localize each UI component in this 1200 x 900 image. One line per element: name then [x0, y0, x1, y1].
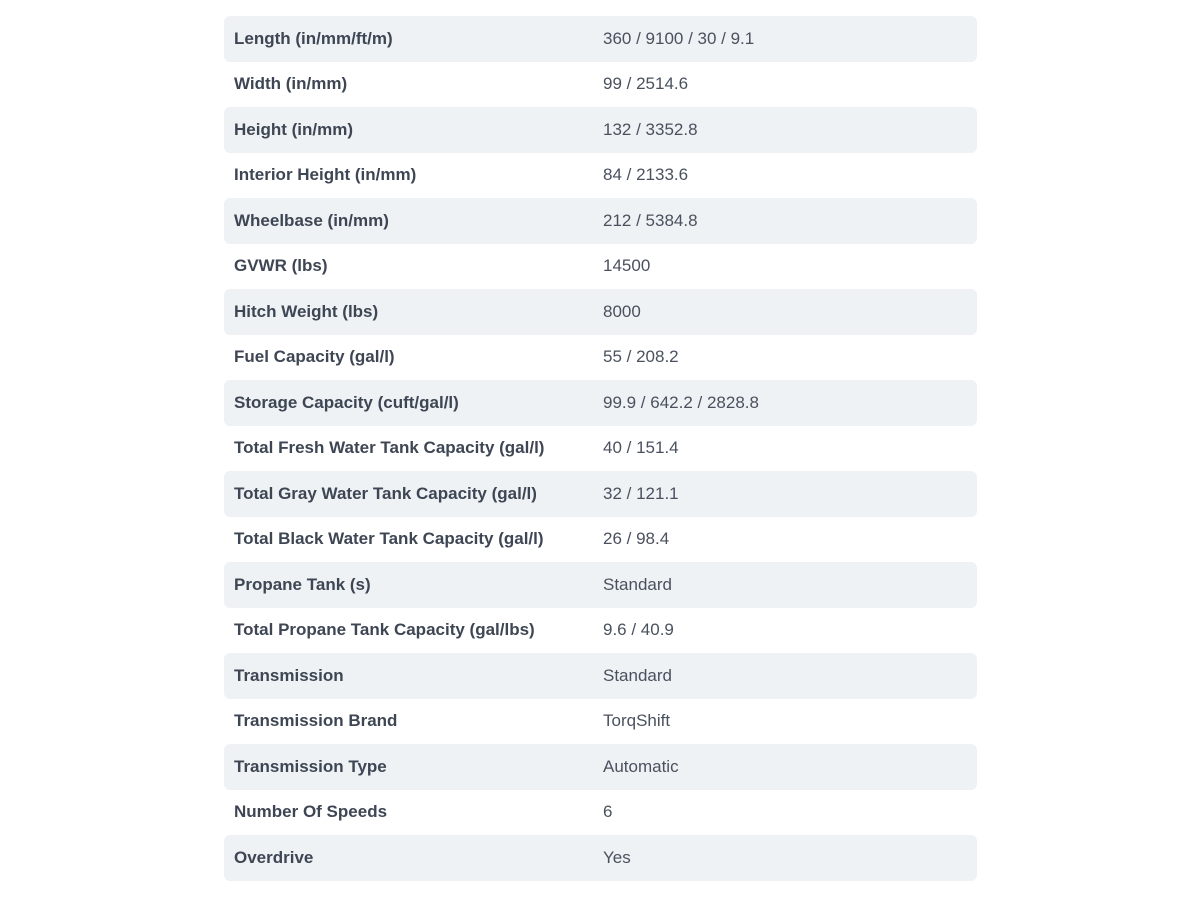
spec-label: Total Propane Tank Capacity (gal/lbs)	[234, 620, 535, 640]
spec-label: Wheelbase (in/mm)	[234, 210, 389, 230]
spec-row-wheelbase	[224, 198, 977, 244]
spec-value: 26 / 98.4	[603, 529, 670, 549]
spec-label: Fuel Capacity (gal/l)	[234, 347, 395, 367]
spec-value: 55 / 208.2	[603, 347, 679, 367]
spec-label: Transmission	[234, 665, 344, 685]
spec-value: Standard	[603, 574, 672, 594]
spec-label: GVWR (lbs)	[234, 256, 328, 276]
spec-label: Propane Tank (s)	[234, 574, 371, 594]
spec-row-transmission-type	[224, 744, 977, 790]
spec-row-width	[224, 62, 977, 108]
spec-label: Width (in/mm)	[234, 74, 348, 94]
spec-value: 40 / 151.4	[603, 438, 679, 458]
spec-value: 14500	[603, 256, 651, 276]
spec-value: 99.9 / 642.2 / 2828.8	[603, 392, 759, 412]
spec-row-overdrive	[224, 835, 977, 881]
spec-value: 9.6 / 40.9	[603, 620, 674, 640]
spec-row-number-of-speeds	[224, 790, 977, 836]
spec-row-fresh-water-tank	[224, 426, 977, 472]
spec-label: Transmission Type	[234, 756, 387, 776]
spec-value: 212 / 5384.8	[603, 210, 698, 230]
spec-row-storage-capacity	[224, 380, 977, 426]
spec-label: Storage Capacity (cuft/gal/l)	[234, 392, 459, 412]
spec-value: 8000	[603, 301, 641, 321]
spec-label: Hitch Weight (lbs)	[234, 301, 379, 321]
spec-row-propane-tanks	[224, 562, 977, 608]
spec-label: Length (in/mm/ft/m)	[234, 28, 393, 48]
spec-value: 6	[603, 802, 613, 822]
spec-row-transmission-brand	[224, 699, 977, 745]
specifications-table	[224, 16, 977, 881]
spec-row-fuel-capacity	[224, 335, 977, 381]
spec-value: 84 / 2133.6	[603, 165, 689, 185]
spec-row-gvwr	[224, 244, 977, 290]
spec-value: 132 / 3352.8	[603, 119, 698, 139]
spec-row-transmission	[224, 653, 977, 699]
spec-row-height	[224, 107, 977, 153]
spec-row-gray-water-tank	[224, 471, 977, 517]
spec-row-interior-height	[224, 153, 977, 199]
spec-value: 32 / 121.1	[603, 483, 679, 503]
spec-label: Total Gray Water Tank Capacity (gal/l)	[234, 483, 537, 503]
spec-row-black-water-tank	[224, 517, 977, 563]
spec-label: Total Black Water Tank Capacity (gal/l)	[234, 529, 544, 549]
spec-row-propane-capacity	[224, 608, 977, 654]
spec-row-hitch-weight	[224, 289, 977, 335]
spec-label: Total Fresh Water Tank Capacity (gal/l)	[234, 438, 545, 458]
spec-label: Interior Height (in/mm)	[234, 165, 417, 185]
spec-value: Standard	[603, 665, 672, 685]
spec-label: Transmission Brand	[234, 711, 398, 731]
spec-row-length	[224, 16, 977, 62]
spec-value: Yes	[603, 847, 631, 867]
spec-value: 360 / 9100 / 30 / 9.1	[603, 28, 755, 48]
spec-label: Overdrive	[234, 847, 314, 867]
spec-value: Automatic	[603, 756, 679, 776]
spec-label: Height (in/mm)	[234, 119, 353, 139]
spec-value: 99 / 2514.6	[603, 74, 689, 94]
spec-value: TorqShift	[603, 711, 671, 731]
spec-label: Number Of Speeds	[234, 802, 388, 822]
